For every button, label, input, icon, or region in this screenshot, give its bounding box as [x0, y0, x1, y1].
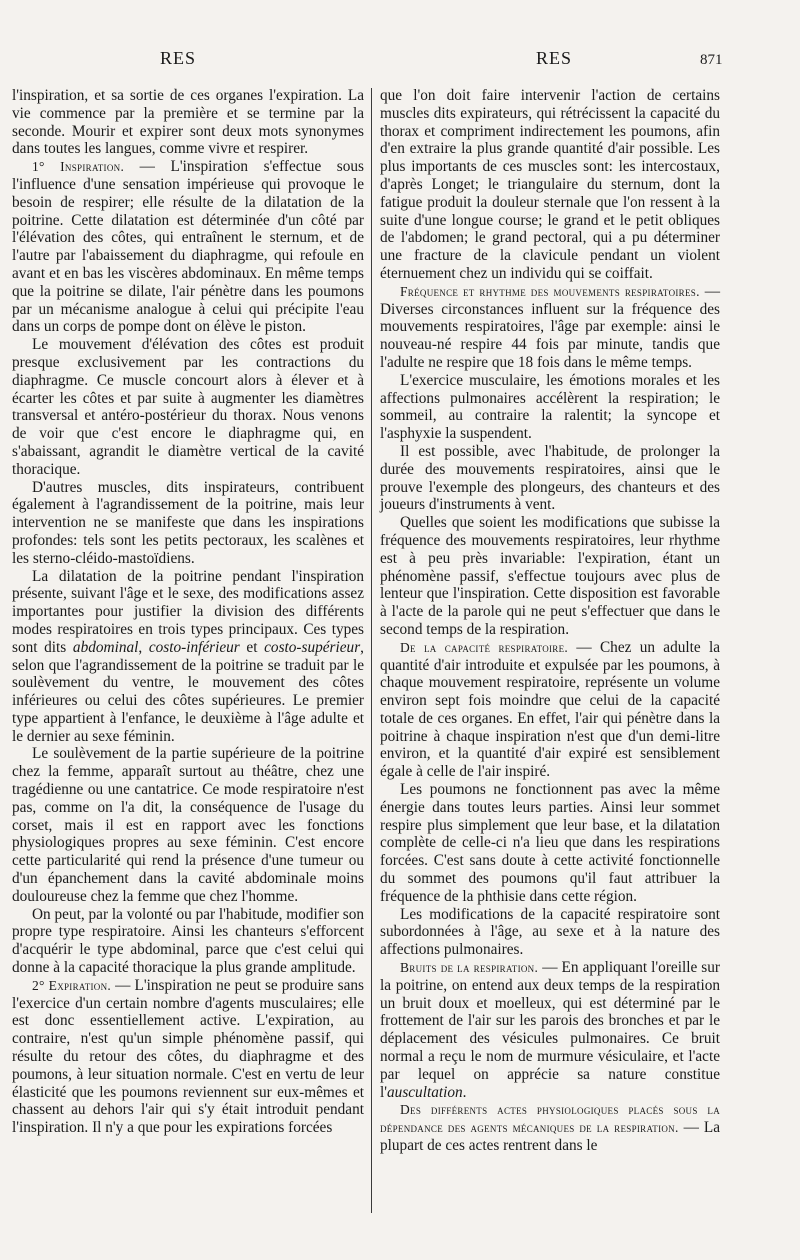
paragraph-text: et: [239, 638, 265, 656]
paragraph-capacite: [380, 639, 720, 781]
paragraph-expiration: [12, 977, 364, 1137]
paragraph: Quelles que soient les modifications que subisse la fréquence des mouvements respiratoires, leur rhythme est à peu près invariable: l'expiration, étant un phénomène passif, s'effectue toujours avec plus de lenteur que l'inspiration. Cette disposition est favorable à l'acte de la parole qui ne peut s'effectuer que dans le second temps de la respiration.: [380, 514, 720, 638]
paragraph-text: — Chez un adulte la quantité d'air introduite et expulsée par les poumons, à chaque mouvement respiratoire, représente un volume environ sept fois moindre que celui de la capacité totale de ces organes. En effet, l'air qui pénètre dans la poitrine à chaque inspiration n'est que d'un demi-litre environ, et la quantité d'air expiré est sensiblement égale à celle de l'air inspiré.: [380, 638, 720, 781]
paragraph: Les modifications de la capacité respiratoire sont subordonnées à l'âge, au sexe et à la nature des affections pulmonaires.: [380, 905, 720, 959]
section-heading: Des différents actes physiologiques placés sous la dépendance des agents mécaniques de la respiration.: [380, 1102, 720, 1136]
paragraph: Il est possible, avec l'habitude, de prolonger la durée des mouvements respiratoires, ainsi que le prouve l'exemple des plongeurs, des chanteurs et des joueurs d'instruments à vent.: [380, 442, 720, 514]
paragraph-text: — L'inspiration s'effectue sous l'influence d'une sensation impérieuse qui provoque le besoin de respirer; elle résulte de la dilatation de la poitrine. Cette dilatation est déterminée d'un côté par l'élévation des côtes, qui entraînent le sternum, et de l'autre par l'abaissement du diaphragme, qui refoule en avant et en bas les viscères abdominaux. En même temps que la poitrine se dilate, l'air pénètre dans les poumons par un mécanisme analogue à celui qui précipite l'eau dans un corps de pompe dont on élève le piston.: [12, 158, 364, 336]
paragraph-bruits: [380, 959, 720, 1101]
paragraph-frequence: [380, 283, 720, 372]
column-divider: [371, 88, 372, 1213]
paragraph-text: , selon que l'agrandissement de la poitrine se traduit par le soulèvement du ventre, le mouvement des côtes inférieures ou celui des côtes supérieures. Le premier type appartient à l'enfance, le deuxième à l'âge adulte et le dernier au sexe féminin.: [12, 638, 364, 745]
paragraph-text: — La plupart de ces actes rentrent dans le: [380, 1119, 720, 1155]
paragraph: Le soulèvement de la partie supérieure de la poitrine chez la femme, apparaît surtout au théâtre, chez une tragédienne ou une cantatrice. Ce mode respiratoire n'est pas, comme on l'a dit, la conséquence de l'usage du corset, mais il est en rapport avec les fonctions physiologiques propres au sexe féminin. C'est encore cette particularité qui rend la présence d'une tumeur ou d'un épanchement dans la cavité abdominale moins douloureuse chez la femme que chez l'homme.: [12, 745, 364, 905]
right-column: [380, 87, 720, 1155]
paragraph: Le mouvement d'élévation des côtes est produit presque exclusivement par les contractions du diaphragme. Ce muscle concourt alors à élever et à écarter les côtes et par suite à augmenter les diamètres transversal et antéro-postérieur du thorax. Nous venons de voir que c'est encore le diaphragme qui, en s'abaissant, agrandit le diamètre vertical de la cavité thoracique.: [12, 336, 364, 478]
paragraph-text: ,: [138, 638, 149, 656]
section-heading: Bruits de la respiration.: [400, 960, 539, 976]
paragraph: D'autres muscles, dits inspirateurs, contribuent également à l'agrandissement de la poitrine, mais leur intervention ne se manifeste que dans les inspirations profondes: tels sont les petits pectoraux, les scalènes et les sterno-cléido-mastoïdiens.: [12, 478, 364, 567]
paragraph-actes: [380, 1101, 720, 1154]
paragraph: que l'on doit faire intervenir l'action de certains muscles dits expirateurs, qui rétrécissent la capacité du thorax et compriment indirectement les poumons, afin d'en extraire la plus grande quantité d'air possible. Les plus importants de ces muscles sont: les intercostaux, d'après Longet; le triangulaire du sternum, dont la fatigue produit la douleur sternale que l'on ressent à la suite d'une longue course; le grand et le petit obliques de l'abdomen; le grand pectoral, qui a pu déterminer une fracture de la clavicule pendant un violent éternuement chez un individu qui se coiffait.: [380, 87, 720, 282]
paragraph-text: .: [462, 1083, 467, 1101]
italic-term: auscultation: [387, 1083, 463, 1101]
paragraph: L'exercice musculaire, les émotions morales et les affections pulmonaires accélèrent la respiration; le sommeil, au contraire la ralentit; la syncope et l'asphyxie la suspendent.: [380, 371, 720, 443]
section-heading: 2° Expiration.: [32, 977, 112, 993]
paragraph-text: — L'inspiration ne peut se produire sans l'exercice d'un certain nombre d'agents musculaires; elle est donc essentiellement active. L'expiration, au contraire, n'est qu'un simple phénomène passif, qui résulte du retour des côtes, du diaphragme et des poumons, à leur situation normale. C'est en vertu de leur élasticité que les poumons reviennent sur eux-mêmes et chassent au dehors l'air qui s'y était introduit pendant l'inspiration. Il n'y a que pour les expirations forcées: [12, 976, 364, 1137]
section-heading: De la capacité respiratoire.: [400, 639, 569, 655]
italic-term: abdominal: [72, 638, 139, 656]
page-number: 871: [700, 52, 723, 68]
paragraph: l'inspiration, et sa sortie de ces organes l'expiration. La vie commence par la première et se termine par la seconde. Mourir et expirer sont deux mots synonymes dans toutes les langues, comme vivre et respirer.: [12, 87, 364, 158]
paragraph: On peut, par la volonté ou par l'habitude, modifier son propre type respiratoire. Ainsi les chanteurs s'efforcent d'acquérir le type abdominal, parce que c'est celui qui donne à la capacité thoracique la plus grande amplitude.: [12, 905, 364, 977]
paragraph-text: — Diverses circonstances influent sur la fréquence des mouvements respiratoires, l'âge par exemple: ainsi le nouveau-né respire 44 fois par minute, tandis que l'adulte ne respire que 18 fois dans le même temps.: [380, 282, 720, 371]
paragraph-text: — En appliquant l'oreille sur la poitrine, on entend aux deux temps de la respiration un bruit doux et moelleux, qui est déterminé par le frottement de l'air sur les parois des bronches et par le déplacement des vésicules pulmonaires. Ce bruit normal a reçu le nom de murmure vésiculaire, et l'acte par lequel on apprécie sa nature constitue l': [380, 959, 720, 1101]
left-column: [12, 87, 364, 1137]
running-header-right: RES: [536, 48, 573, 68]
section-heading: 1° Inspiration.: [32, 159, 125, 175]
italic-term: costo-inférieur: [148, 638, 240, 656]
paragraph-inspiration: [12, 158, 364, 336]
paragraph: Les poumons ne fonctionnent pas avec la même énergie dans toutes leurs parties. Ainsi leur sommet respire plus simplement que leur base, et la dilatation complète de celle-ci n'a lieu que dans les respirations forcées. C'est sans doute à cette activité fonctionnelle du sommet des poumons qu'il faut attribuer la fréquence de la phthisie dans cette région.: [380, 781, 720, 905]
section-heading: Fréquence et rhythme des mouvements respiratoires.: [400, 283, 700, 299]
running-header-left: RES: [160, 48, 197, 68]
italic-term: costo-supérieur: [264, 638, 361, 656]
paragraph-text: La dilatation de la poitrine pendant l'inspiration présente, suivant l'âge et le sexe, des modifications assez importantes pour justifier la division des différents modes respiratoires en trois types principaux. Ces types sont dits: [12, 567, 364, 656]
paragraph-types: [12, 568, 364, 746]
